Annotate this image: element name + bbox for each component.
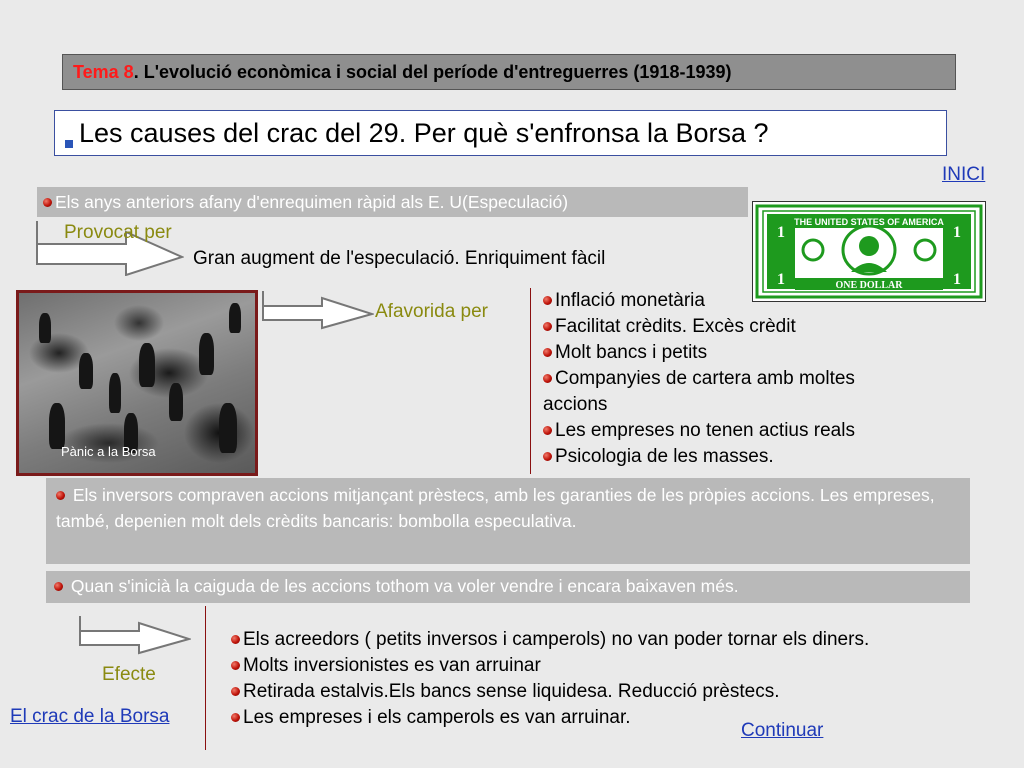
- section4-bar: [46, 571, 970, 603]
- section1-bar-text: Els anys anteriors afany d'enrequimen ràpid als E. U(Especulació): [55, 192, 569, 212]
- dollar-digit-left: 1: [777, 224, 785, 241]
- bullet-icon: [231, 687, 240, 696]
- title-bullet-icon: [65, 140, 73, 148]
- dollar-bill-image: [752, 201, 986, 302]
- list-item-text: Psicologia de les masses.: [555, 446, 774, 467]
- bullet-icon: [43, 198, 52, 207]
- list-item-text: Molts inversionistes es van arruinar: [243, 655, 541, 676]
- provocat-label: Provocat per: [64, 222, 172, 243]
- dollar-top-text: THE UNITED STATES OF AMERICA: [794, 217, 944, 227]
- list-item-continuation: accions: [543, 394, 608, 415]
- bullet-icon: [231, 635, 240, 644]
- bullet-icon: [543, 296, 552, 305]
- efecte-arrow-icon: [79, 615, 191, 655]
- section3-bar: [46, 478, 970, 564]
- section3-bar-text: Els inversors compraven accions mitjançant prèstecs, amb les garanties de les pròpies accions. Les empreses, també, depenien molt dels crèdits bancaris: bombolla especulativa.: [56, 485, 935, 531]
- continuar-link[interactable]: Continuar: [741, 720, 824, 741]
- effects-list: [231, 627, 869, 731]
- efecte-label: Efecte: [102, 664, 156, 685]
- topic-title: . L'evolució econòmica i social del període d'entreguerres (1918-1939): [133, 62, 732, 82]
- list-item-text: Les empreses no tenen actius reals: [555, 420, 855, 441]
- causes-list: [543, 288, 855, 470]
- bullet-icon: [54, 582, 63, 591]
- section1-bar: [37, 187, 748, 217]
- list-item: [231, 627, 869, 653]
- list-item: [543, 314, 855, 340]
- bullet-icon: [543, 322, 552, 331]
- bullet-icon: [231, 661, 240, 670]
- divider-line: [205, 606, 206, 750]
- stock-panic-photo: [16, 290, 258, 476]
- afavorida-label: Afavorida per: [375, 301, 489, 322]
- dollar-bottom-text: ONE DOLLAR: [835, 280, 903, 291]
- bullet-icon: [543, 374, 552, 383]
- bullet-icon: [56, 491, 65, 500]
- list-item: [543, 444, 855, 470]
- slide-title-text: Les causes del crac del 29. Per què s'enfronsa la Borsa ?: [79, 118, 769, 148]
- bullet-icon: [543, 348, 552, 357]
- bullet-icon: [543, 426, 552, 435]
- list-item: [543, 288, 855, 314]
- topic-header: [62, 54, 956, 90]
- list-item: [543, 340, 855, 366]
- topic-number: Tema 8: [73, 62, 134, 82]
- list-item: [543, 366, 855, 392]
- list-item: [231, 679, 869, 705]
- list-item-text: Retirada estalvis.Els bancs sense liquidesa. Reducció prèstecs.: [243, 681, 780, 702]
- bullet-icon: [231, 713, 240, 722]
- photo-caption: Pànic a la Borsa: [61, 444, 156, 459]
- list-item: [543, 418, 855, 444]
- crac-borsa-link[interactable]: El crac de la Borsa: [10, 706, 170, 727]
- dollar-digit-left-bottom: 1: [777, 271, 785, 288]
- inici-link[interactable]: INICI: [942, 164, 986, 185]
- dollar-digit-right-bottom: 1: [953, 271, 961, 288]
- dollar-digit-right: 1: [953, 224, 961, 241]
- list-item-text: Els acreedors ( petits inversos i camperols) no van poder tornar els diners.: [243, 629, 870, 650]
- list-item-text: Les empreses i els camperols es van arruinar.: [243, 707, 631, 728]
- list-item-text: Inflació monetària: [555, 290, 705, 311]
- list-item-text: Molt bancs i petits: [555, 342, 708, 363]
- provocat-text: Gran augment de l'especulació. Enriquiment fàcil: [193, 248, 606, 269]
- divider-line: [530, 288, 531, 474]
- section4-bar-text: Quan s'inicià la caiguda de les accions tothom va voler vendre i encara baixaven més.: [70, 576, 739, 596]
- slide-title: [54, 110, 947, 156]
- bullet-icon: [543, 452, 552, 461]
- list-item-text: Companyies de cartera amb moltes: [555, 368, 855, 389]
- list-item-text: Facilitat crèdits. Excès crèdit: [555, 316, 796, 337]
- afavorida-arrow-icon: [262, 290, 374, 330]
- list-item: [231, 653, 869, 679]
